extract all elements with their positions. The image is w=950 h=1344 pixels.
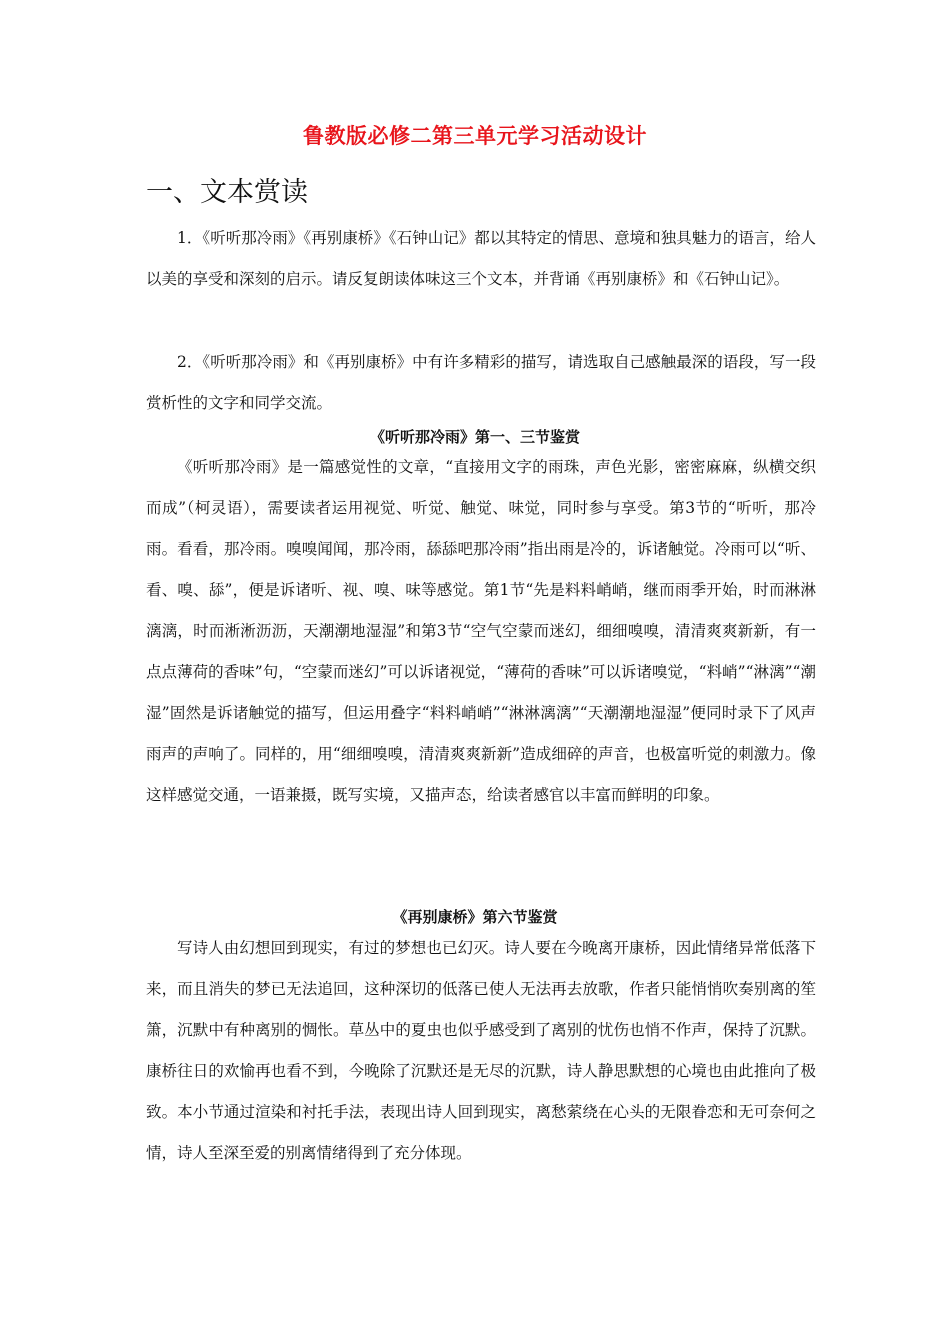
section-heading: 一、文本赏读 <box>146 177 308 208</box>
activity-item-1: 1．《听听那冷雨》《再别康桥》《石钟山记》都以其特定的情思、意境和独具魅力的语言，给人以美的享受和深刻的启示。请反复朗读体味这三个文本，并背诵《再别康桥》和《石钟山记》。 <box>146 229 816 288</box>
sub-heading-rain: 《听听那冷雨》第一、三节鉴赏 <box>369 428 580 446</box>
sub-heading-kangqiao: 《再别康桥》第六节鉴赏 <box>392 908 558 926</box>
paragraph-kangqiao-appreciation: 写诗人由幻想回到现实，有过的梦想也已幻灭。诗人要在今晚离开康桥，因此情绪异常低落下来，而且消失的梦已无法追回，这种深切的低落已使人无法再去放歌，作者只能悄悄吹奏别离的笙箫，沉默中有种离别的惆怅。草丛中的夏虫也似乎感受到了离别的忧伤也悄不作声，保持了沉默。康桥往日的欢愉再也看不到，今晚除了沉默还是无尽的沉默，诗人静思默想的心境也由此推向了极致。本小节通过渲染和衬托手法，表现出诗人回到现实，离愁萦绕在心头的无限眷恋和无可奈何之情，诗人至深至爱的别离情绪得到了充分体现。 <box>146 939 816 1162</box>
paragraph-rain-appreciation: 《听听那冷雨》是一篇感觉性的文章，“直接用文字的雨珠，声色光影，密密麻麻，纵横交织而成”（柯灵语），需要读者运用视觉、听觉、触觉、味觉，同时参与享受。第3节的“听听，那冷雨。看看，那冷雨。嗅嗅闻闻，那冷雨，舔舔吧那冷雨”指出雨是冷的，诉诸触觉。冷雨可以“听、看、嗅、舔”，便是诉诸听、视、嗅、味等感觉。第1节“先是料料峭峭，继而雨季开始，时而淋淋漓漓，时而淅淅沥沥，天潮潮地湿湿”和第3节“空气空蒙而迷幻，细细嗅嗅，清清爽爽新新，有一点点薄荷的香味”句，“空蒙而迷幻”可以诉诸视觉，“薄荷的香味”可以诉诸嗅觉，“料峭”“淋漓”“潮湿”固然是诉诸触觉的描写，但运用叠字“料料峭峭”“淋淋漓漓”“天潮潮地湿湿”便同时录下了风声雨声的声响了。同样的，用“细细嗅嗅，清清爽爽新新”造成细碎的声音，也极富听觉的刺激力。像这样感觉交通，一语兼摄，既写实境，又描声态，给读者感官以丰富而鲜明的印象。 <box>146 458 816 804</box>
activity-item-2: 2．《听听那冷雨》和《再别康桥》中有许多精彩的描写，请选取自己感触最深的语段，写一段赏析性的文字和同学交流。 <box>146 353 816 412</box>
document-title: 鲁教版必修二第三单元学习活动设计 <box>303 124 647 148</box>
